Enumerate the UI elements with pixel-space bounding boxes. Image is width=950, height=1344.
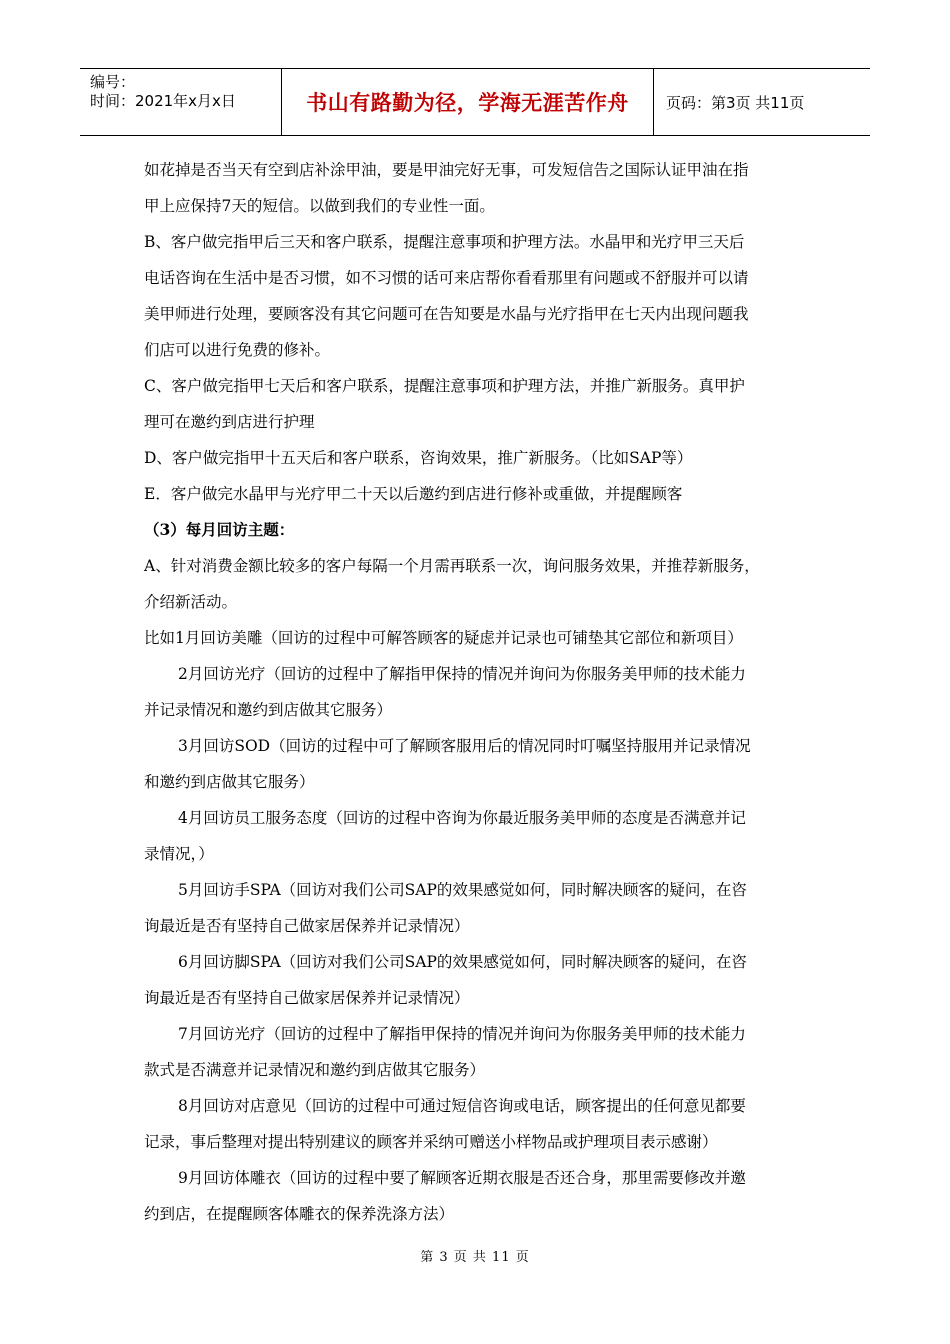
paragraph-line: 款式是否满意并记录情况和邀约到店做其它服务） <box>144 1061 486 1079</box>
header-date: 时间：2021年x月x日 <box>90 92 236 110</box>
paragraph-line: 3月回访SOD（回访的过程中可了解顾客服用后的情况同时叮嘱坚持服用并记录情况 <box>178 737 751 755</box>
paragraph-line: 录情况，） <box>144 845 214 863</box>
header-motto: 书山有路勤为径，学海无涯苦作舟 <box>282 69 654 135</box>
paragraph-line: 5月回访手SPA（回访对我们公司SAP的效果感觉如何，同时解决顾客的疑问，在咨 <box>178 881 747 899</box>
paragraph-line: A、针对消费金额比较多的客户每隔一个月需再联系一次，询问服务效果，并推荐新服务， <box>144 557 760 575</box>
paragraph-line: B、客户做完指甲后三天和客户联系，提醒注意事项和护理方法。水晶甲和光疗甲三天后 <box>144 233 745 251</box>
paragraph-line: 们店可以进行免费的修补。 <box>144 341 331 359</box>
paragraph-line: 甲上应保持7天的短信。以做到我们的专业性一面。 <box>144 197 495 215</box>
paragraph-line: 如花掉是否当天有空到店补涂甲油，要是甲油完好无事，可发短信告之国际认证甲油在指 <box>144 161 749 179</box>
paragraph-line: 2月回访光疗（回访的过程中了解指甲保持的情况并询问为你服务美甲师的技术能力 <box>178 665 746 683</box>
paragraph-line: 询最近是否有坚持自己做家居保养并记录情况） <box>144 989 470 1007</box>
paragraph-line: 记录，事后整理对提出特别建议的顾客并采纳可赠送小样物品或护理项目表示感谢） <box>144 1133 718 1151</box>
paragraph-line: 9月回访体雕衣（回访的过程中要了解顾客近期衣服是否还合身，那里需要修改并邀 <box>178 1169 746 1187</box>
paragraph-line: 电话咨询在生活中是否习惯，如不习惯的话可来店帮你看看那里有问题或不舒服并可以请 <box>144 269 749 287</box>
paragraph-line: 比如1月回访美雕（回访的过程中可解答顾客的疑虑并记录也可铺垫其它部位和新项目） <box>144 629 743 647</box>
paragraph-line: E．客户做完水晶甲与光疗甲二十天以后邀约到店进行修补或重做，并提醒顾客 <box>144 485 683 503</box>
paragraph-line: D、客户做完指甲十五天后和客户联系，咨询效果，推广新服务。（比如SAP等） <box>144 449 693 467</box>
paragraph-line: 理可在邀约到店进行护理 <box>144 413 315 431</box>
paragraph-line: 4月回访员工服务态度（回访的过程中咨询为你最近服务美甲师的态度是否满意并记 <box>178 809 746 827</box>
paragraph-line: 并记录情况和邀约到店做其它服务） <box>144 701 393 719</box>
header-meta <box>80 69 282 135</box>
paragraph-line: 约到店，在提醒顾客体雕衣的保养洗涤方法） <box>144 1205 455 1223</box>
paragraph-line: 询最近是否有坚持自己做家居保养并记录情况） <box>144 917 470 935</box>
paragraph-line: C、客户做完指甲七天后和客户联系，提醒注意事项和护理方法，并推广新服务。真甲护 <box>144 377 745 395</box>
page-footer: 第 3 页 共 11 页 <box>420 1250 530 1265</box>
section-heading: （3）每月回访主题： <box>144 520 295 539</box>
paragraph-line: 6月回访脚SPA（回访对我们公司SAP的效果感觉如何，同时解决顾客的疑问，在咨 <box>178 953 747 971</box>
paragraph-line: 美甲师进行处理，要顾客没有其它问题可在告知要是水晶与光疗指甲在七天内出现问题我 <box>144 305 749 323</box>
paragraph-line: 介绍新活动。 <box>144 593 238 611</box>
header-number-label: 编号： <box>90 73 136 91</box>
page-header <box>80 68 870 136</box>
document-body <box>144 152 824 1232</box>
paragraph-line: 8月回访对店意见（回访的过程中可通过短信咨询或电话，顾客提出的任何意见都要 <box>178 1097 746 1115</box>
paragraph-line: 和邀约到店做其它服务） <box>144 773 315 791</box>
header-page-info: 页码：第3页 共11页 <box>666 93 805 112</box>
paragraph-line: 7月回访光疗（回访的过程中了解指甲保持的情况并询问为你服务美甲师的技术能力 <box>178 1025 746 1043</box>
